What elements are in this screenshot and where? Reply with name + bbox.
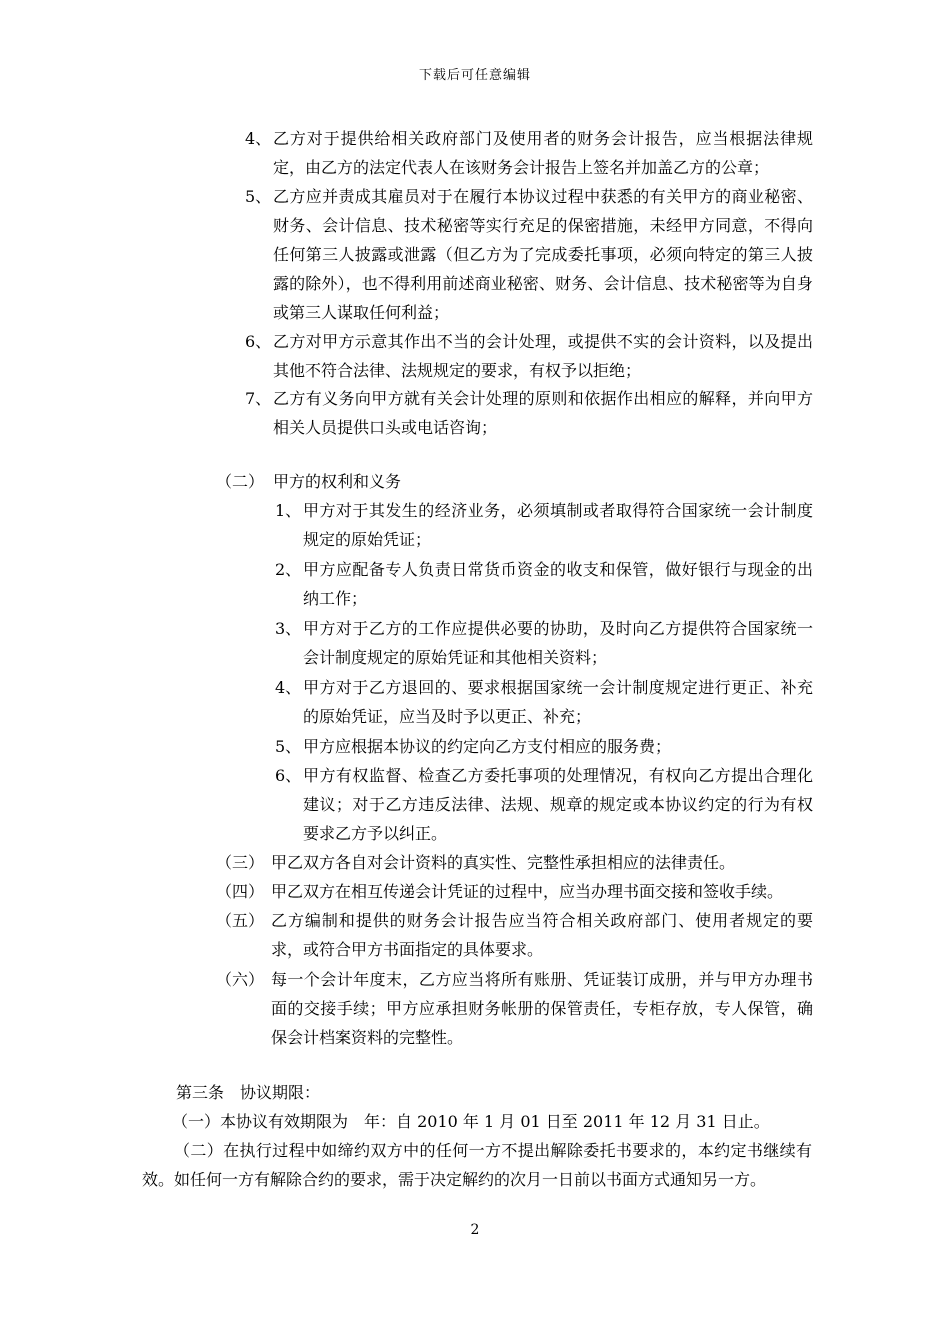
clause-label: （四） [216, 882, 265, 901]
clause-text: 每一个会计年度末，乙方应当将所有账册、凭证装订成册，并与甲方办理书面的交接手续；甲方应承担财务帐册的保管责任，专柜存放，专人保管，确保会计档案资料的完整性。 [271, 970, 813, 1047]
page-header: 下载后可任意编辑 [418, 68, 531, 83]
list-item-number: 2、 [275, 560, 302, 579]
article-paragraph: （二）在执行过程中如缔约双方中的任何一方不提出解除委托书要求的，本约定书继续有效。如任何一方有解除合约的要求，需于决定解约的次月一日前以书面方式通知另一方。 [142, 1141, 812, 1189]
list-item-number: 6、 [245, 332, 272, 351]
list-item-text: 甲方对于乙方的工作应提供必要的协助，及时向乙方提供符合国家统一会计制度规定的原始凭证和其他相关资料； [303, 619, 813, 667]
list-item-number: 4、 [275, 678, 302, 697]
list-item-text: 乙方有义务向甲方就有关会计处理的原则和依据作出相应的解释，并向甲方相关人员提供口头或电话咨询； [273, 389, 813, 437]
clause-text: 甲乙双方各自对会计资料的真实性、完整性承担相应的法律责任。 [271, 853, 736, 872]
page-number: 2 [470, 1222, 480, 1238]
list-item-number: 4、 [245, 129, 272, 148]
clause-label: （六） [216, 970, 265, 989]
list-item-number: 3、 [275, 619, 302, 638]
list-item-text: 乙方应并责成其雇员对于在履行本协议过程中获悉的有关甲方的商业秘密、财务、会计信息、技术秘密等实行充足的保密措施，未经甲方同意，不得向任何第三人披露或泄露（但乙方为了完成委托事项，必须向特定的第三人披露的除外），也不得利用前述商业秘密、财务、会计信息、技术秘密等为自身或第三人谋取任何利益； [273, 187, 813, 322]
list-item-number: 6、 [275, 766, 302, 785]
section-label: （二） [216, 472, 265, 491]
clause-label: （三） [216, 853, 265, 872]
list-item-text: 乙方对于提供给相关政府部门及使用者的财务会计报告，应当根据法律规定，由乙方的法定代表人在该财务会计报告上签名并加盖乙方的公章； [273, 129, 813, 177]
list-item-text: 甲方有权监督、检查乙方委托事项的处理情况，有权向乙方提出合理化建议；对于乙方违反法律、法规、规章的规定或本协议约定的行为有权要求乙方予以纠正。 [303, 766, 813, 843]
clause-label: （五） [216, 911, 265, 930]
list-item-number: 7、 [245, 389, 272, 408]
clause-text: 甲乙双方在相互传递会计凭证的过程中，应当办理书面交接和签收手续。 [271, 882, 784, 901]
section-title: 甲方的权利和义务 [273, 472, 402, 491]
list-item-text: 甲方应配备专人负责日常货币资金的收支和保管，做好银行与现金的出纳工作； [303, 560, 813, 608]
list-item-number: 5、 [275, 737, 302, 756]
list-item-number: 5、 [245, 187, 272, 206]
clause-text: 乙方编制和提供的财务会计报告应当符合相关政府部门、使用者规定的要求，或符合甲方书面指定的具体要求。 [271, 911, 813, 959]
list-item-number: 1、 [275, 501, 302, 520]
article-paragraph: （一）本协议有效期限为 年：自 2010 年 1 月 01 日至 2011 年 12 月 31 日止。 [172, 1112, 770, 1131]
list-item-text: 甲方对于其发生的经济业务，必须填制或者取得符合国家统一会计制度规定的原始凭证； [303, 501, 813, 549]
article-heading: 第三条 协议期限： [176, 1083, 321, 1102]
list-item-text: 甲方应根据本协议的约定向乙方支付相应的服务费； [303, 737, 672, 756]
list-item-text: 甲方对于乙方退回的、要求根据国家统一会计制度规定进行更正、补充的原始凭证，应当及时予以更正、补充； [303, 678, 813, 726]
list-item-text: 乙方对甲方示意其作出不当的会计处理，或提供不实的会计资料，以及提出其他不符合法律、法规规定的要求，有权予以拒绝； [273, 332, 813, 380]
